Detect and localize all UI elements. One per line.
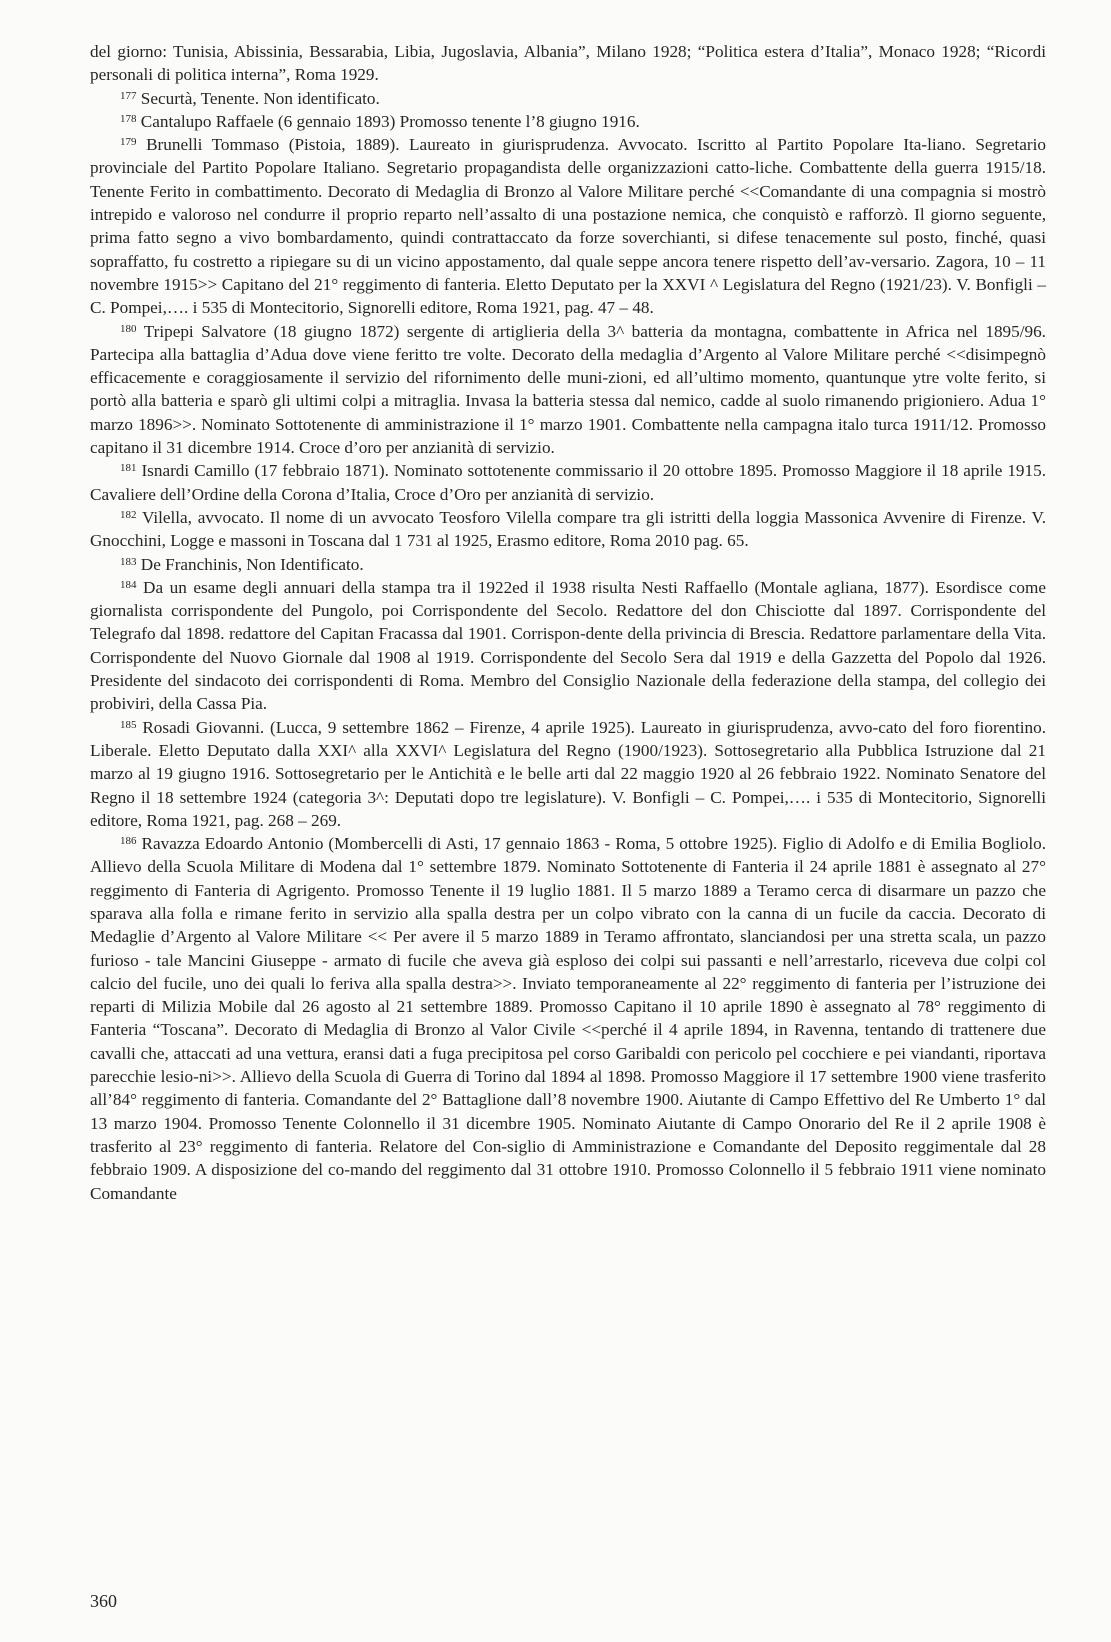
footnote-number: 179: [120, 136, 137, 149]
footnote-185: [90, 716, 1046, 832]
footnote-number: 180: [120, 322, 137, 335]
continued-footnote-text: del giorno: Tunisia, Abissinia, Bessarabia, Libia, Jugoslavia, Albania”, Milano 1928; “Politica estera d’Italia”, Monaco 1928; “Ricordi personali di politica interna”, Roma 1929.: [90, 42, 1046, 85]
footnote-184: [90, 576, 1046, 716]
footnote-text: Rosadi Giovanni. (Lucca, 9 settembre 1862 – Firenze, 4 aprile 1925). Laureato in giurisprudenza, avvo-cato del foro fiorentino. Liberale. Eletto Deputato dalla XXI^ alla XXVI^ Legislatura del Regno (1900/1923). Sottosegretario alla Pubblica Istruzione dal 21 marzo al 19 giugno 1916. Sottosegretario per le Antichità e le belle arti dal 22 maggio 1920 al 26 febbraio 1922. Nominato Senatore del Regno il 18 settembre 1924 (categoria 3^: Deputati dopo tre legislature). V. Bonfigli – C. Pompei,…. i 535 di Montecitorio, Signorelli editore, Roma 1921, pag. 268 – 269.: [90, 717, 1046, 830]
footnote-182: [90, 506, 1046, 553]
footnote-text: Cantalupo Raffaele (6 gennaio 1893) Promosso tenente l’8 giugno 1916.: [140, 111, 640, 131]
footnote-text: Ravazza Edoardo Antonio (Mombercelli di Asti, 17 gennaio 1863 - Roma, 5 ottobre 1925). Figlio di Adolfo e di Emilia Bogliolo. Allievo della Scuola Militare di Modena dal 1° settembre 1879. Nominato Sottotenente di Fanteria il 24 aprile 1881 è assegnato al 27° reggimento di Fanteria di Agrigento. Promosso Tenente il 19 luglio 1881. Il 5 marzo 1889 a Teramo cerca di disarmare un pazzo che sparava alla folla e rimane ferito in servizio alla spalla destra per un colpo vibrato con la canna di un fucile da caccia. Decorato di Medaglie d’Argento al Valore Militare << Per avere il 5 marzo 1889 in Teramo affrontato, slanciandosi per una stretta scala, un pazzo furioso - tale Mancini Giuseppe - armato di fucile che aveva già esploso dei colpi sui passanti e nell’arrestarlo, riceveva due colpi col calcio del fucile, uno dei quali lo feriva alla spalla destra>>. Inviato temporaneamente al 22° reggimento di fanteria per l’istruzione dei reparti di Milizia Mobile dal 26 agosto al 21 settembre 1889. Promosso Capitano il 10 aprile 1890 è assegnato al 78° reggimento di Fanteria “Toscana”. Decorato di Medaglia di Bronzo al Valor Civile <<perché il 4 aprile 1894, in Ravenna, tentando di trattenere due cavalli che, attaccati ad una vettura, eransi dati a fuga precipitosa pel corso Garibaldi con pericolo pel cocchiere e pei viandanti, riportava parecchie lesio-ni>>. Allievo della Scuola di Guerra di Torino dal 1894 al 1898. Promosso Maggiore il 17 settembre 1900 viene trasferito all’84° reggimento di fanteria. Comandante del 2° Battaglione dall’8 novembre 1900. Aiutante di Campo Effettivo del Re Umberto 1° dal 13 marzo 1904. Promosso Tenente Colonnello il 31 dicembre 1905. Nominato Aiutante di Campo Onorario del Re il 2 aprile 1908 è trasferito al 23° reggimento di fanteria. Relatore del Con-siglio di Amministrazione e Comandante del Deposito reggimentale dal 28 febbraio 1909. A disposizione del co-mando del reggimento dal 31 ottobre 1910. Promosso Colonnello il 5 febbraio 1911 viene nominato Comandante: [90, 834, 1046, 1203]
footnote-text: De Franchinis, Non Identificato.: [140, 554, 364, 574]
footnote-number: 185: [120, 718, 137, 731]
footnote-179: [90, 133, 1046, 319]
footnote-text: Brunelli Tommaso (Pistoia, 1889). Laureato in giurisprudenza. Avvocato. Iscritto al Partito Popolare Ita-liano. Segretario provinciale del Partito Popolare Italiano. Segretario propagandista delle organizzazioni catto-liche. Combattente della guerra 1915/18. Tenente Ferito in combattimento. Decorato di Medaglia di Bronzo al Valore Militare perché <<Comandante di una compagnia si mostrò intrepido e valoroso nel condurre il proprio reparto nell’assalto di una postazione nemica, che conquistò e rafforzò. Il giorno seguente, prima fatto segno a vivo bombardamento, quindi contrattaccato da forze soverchianti, si difese tenacemente sul posto, finché, quasi sopraffatto, fu costretto a ripiegare su di un vicino appostamento, dal quale seppe ancora tenere rispetto dell’av-versario. Zagora, 10 – 11 novembre 1915>> Capitano del 21° reggimento di fanteria. Eletto Deputato per la XXVI ^ Legislatura del Regno (1921/23). V. Bonfigli – C. Pompei,…. i 535 di Montecitorio, Signorelli editore, Roma 1921, pag. 47 – 48.: [90, 135, 1046, 318]
footnote-number: 178: [120, 112, 137, 125]
footnote-181: [90, 459, 1046, 506]
footnote-180: [90, 320, 1046, 460]
footnote-number: 183: [120, 555, 137, 568]
footnote-183: [90, 553, 1046, 576]
footnote-text: Vilella, avvocato. Il nome di un avvocato Teosforo Vilella compare tra gli istritti della loggia Massonica Avvenire di Firenze. V. Gnocchini, Logge e massoni in Toscana dal 1 731 al 1925, Erasmo editore, Roma 2010 pag. 65.: [90, 507, 1046, 551]
footnote-text: Isnardi Camillo (17 febbraio 1871). Nominato sottotenente commissario il 20 ottobre 1895. Promosso Maggiore il 18 aprile 1915. Cavaliere dell’Ordine della Corona d’Italia, Croce d’Oro per anzianità di servizio.: [90, 461, 1047, 504]
footnote-text: Da un esame degli annuari della stampa tra il 1922ed il 1938 risulta Nesti Raffaello (Montale agliana, 1877). Esordisce come giornalista corrispondente del Pungolo, poi Corrispondente del Secolo. Redattore del don Chisciotte dal 1897. Corrispondente del Telegrafo dal 1898. redattore del Capitan Fracassa dal 1901. Corrispon-dente della privincia di Brescia. Redattore parlamentare della Vita. Corrispondente del Nuovo Giornale dal 1908 al 1919. Corrispondente del Secolo Sera dal 1919 e della Gazzetta del Popolo dal 1926. Presidente del sindacoto dei corrispondenti di Roma. Membro del Consiglio Nazionale della federazione della stampa, del collegio dei probiviri, della Cassa Pia.: [90, 577, 1046, 714]
page-number: 360: [90, 1591, 117, 1611]
footnote-number: 186: [120, 835, 137, 848]
footnote-178: [90, 110, 1046, 133]
footnote-text: Tripepi Salvatore (18 giugno 1872) sergente di artiglieria della 3^ batteria da montagna, combattente in Africa nel 1895/96. Partecipa alla battaglia d’Adua dove viene feritto tre volte. Decorato della medaglia d’Argento al Valore Militare perché <<disimpegnò efficacemente e coraggiosamente il servizio del rifornimento delle muni-zioni, ed all’ultimo momento, quantunque ytre volte ferito, si portò alla batteria e sparò gli ultimi colpi a mitraglia. Invasa la batteria stessa dal nemico, cadde al suolo rimanendo prigioniero. Adua 1° marzo 1896>>. Nominato Sottotenente di amministrazione il 1° marzo 1901. Combattente nella campagna italo turca 1911/12. Promosso capitano il 31 dicembre 1914. Croce d’oro per anzianità di servizio.: [90, 321, 1046, 458]
footnote-number: 181: [120, 462, 137, 475]
footnotes-page: [90, 40, 1046, 1205]
footnote-number: 177: [120, 89, 137, 102]
footnote-number: 182: [120, 508, 137, 521]
footnote-186: [90, 832, 1046, 1205]
footnote-text: Securtà, Tenente. Non identificato.: [140, 88, 380, 108]
footnote-number: 184: [120, 578, 137, 591]
footnote-177: [90, 87, 1046, 110]
